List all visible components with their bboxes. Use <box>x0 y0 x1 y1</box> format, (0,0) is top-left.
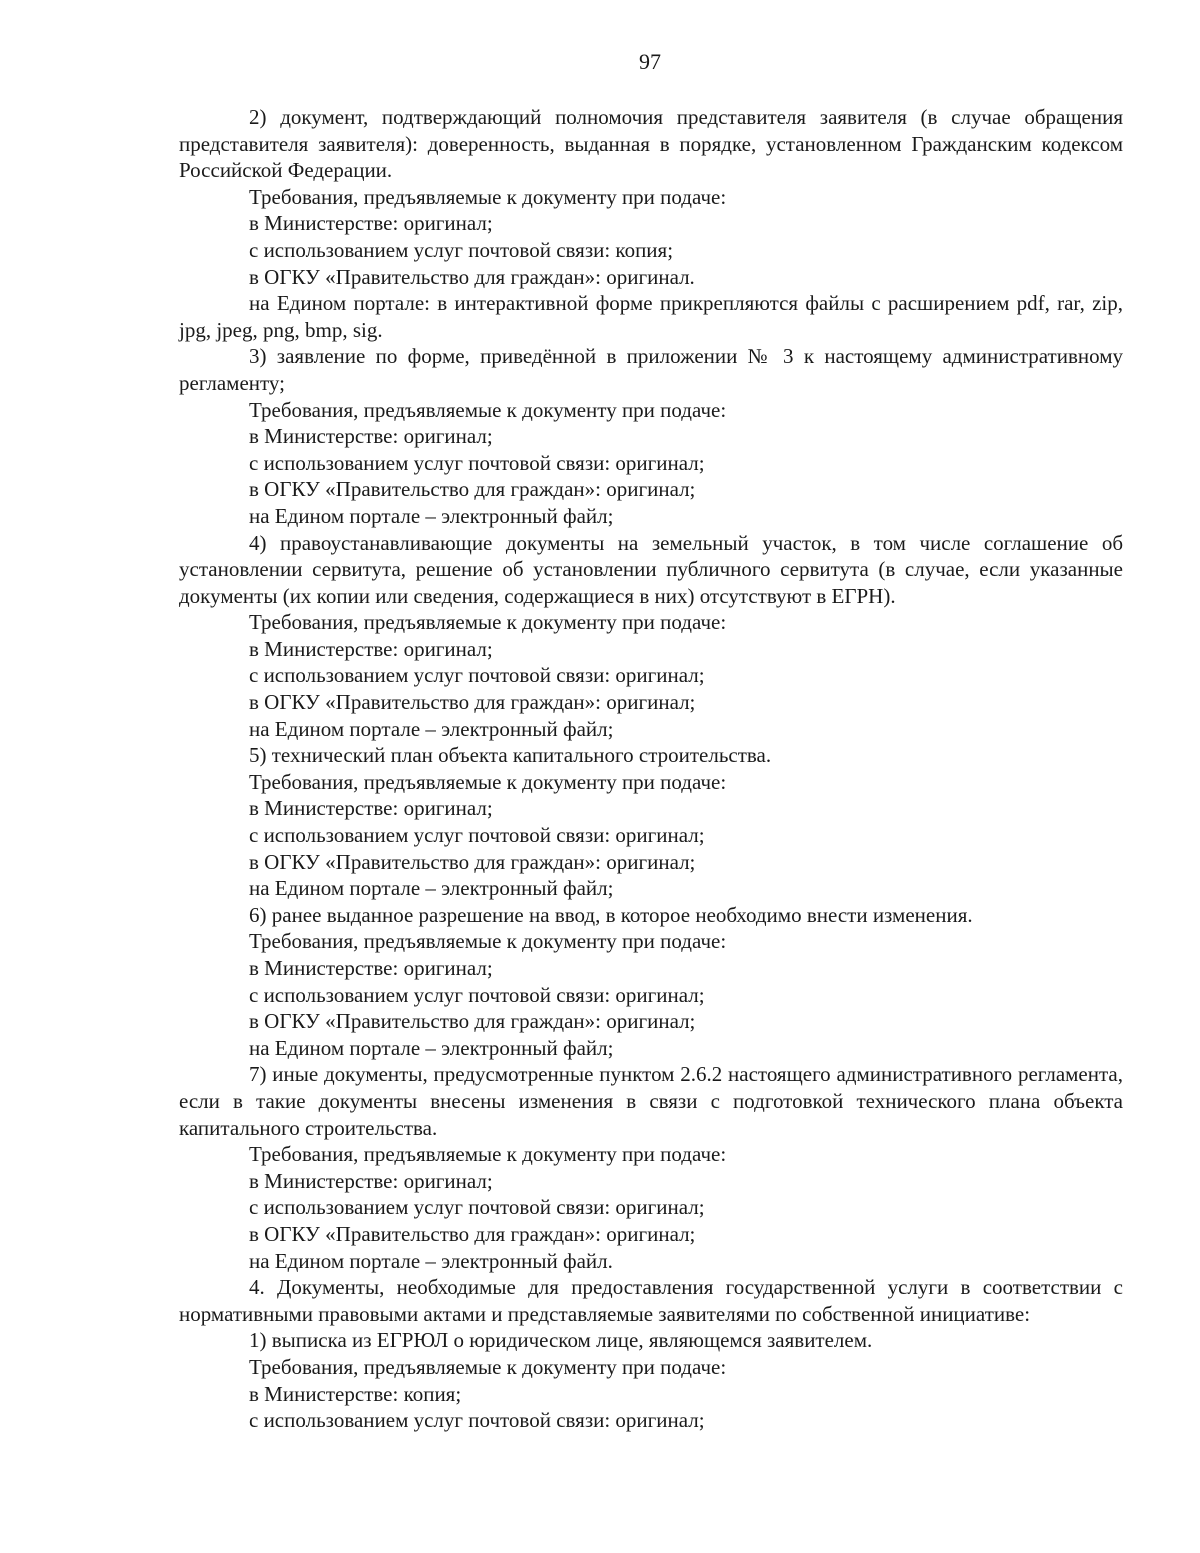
paragraph: 3) заявление по форме, приведённой в приложении № 3 к настоящему административному регламенту; <box>179 344 1123 395</box>
paragraph: в ОГКУ «Правительство для граждан»: оригинал; <box>249 1221 696 1246</box>
paragraph: на Едином портале – электронный файл; <box>249 716 614 741</box>
paragraph: 5) технический план объекта капитального строительства. <box>249 743 772 768</box>
paragraph: в ОГКУ «Правительство для граждан»: оригинал; <box>249 849 696 874</box>
paragraph: Требования, предъявляемые к документу при подаче: <box>249 1354 727 1379</box>
paragraph: 2) документ, подтверждающий полномочия представителя заявителя (в случае обращения представителя заявителя): доверенность, выданная в порядке, установленном Гражданским кодексом Российской Федерации. <box>179 105 1123 183</box>
paragraph: 4) правоустанавливающие документы на земельный участок, в том числе соглашение об установлении сервитута, решение об установлении публичного сервитута (в случае, если указанные документы (их копии или сведения, содержащиеся в них) отсутствуют в ЕГРН). <box>179 530 1123 608</box>
paragraph: с использованием услуг почтовой связи: оригинал; <box>249 1195 705 1220</box>
paragraph: 7) иные документы, предусмотренные пунктом 2.6.2 настоящего административного регламента, если в такие документы внесены изменения в связи с подготовкой технического плана объекта капитального строительства. <box>179 1062 1123 1140</box>
paragraph: в ОГКУ «Правительство для граждан»: оригинал. <box>249 264 695 289</box>
paragraph: Требования, предъявляемые к документу при подаче: <box>249 769 727 794</box>
paragraph: на Едином портале: в интерактивной форме прикрепляются файлы с расширением pdf, rar, zip, jpg, jpeg, png, bmp, sig. <box>179 291 1123 342</box>
paragraph: с использованием услуг почтовой связи: оригинал; <box>249 1408 705 1433</box>
paragraph: в Министерстве: оригинал; <box>249 956 493 980</box>
paragraph: на Едином портале – электронный файл; <box>249 503 614 528</box>
paragraph: с использованием услуг почтовой связи: оригинал; <box>249 823 705 848</box>
document-body <box>179 104 1123 1434</box>
paragraph: в ОГКУ «Правительство для граждан»: оригинал; <box>249 690 696 715</box>
paragraph: с использованием услуг почтовой связи: копия; <box>249 237 674 262</box>
paragraph: в ОГКУ «Правительство для граждан»: оригинал; <box>249 477 696 502</box>
paragraph: на Едином портале – электронный файл; <box>249 1035 614 1060</box>
paragraph: в Министерстве: оригинал; <box>249 796 493 821</box>
paragraph: с использованием услуг почтовой связи: оригинал; <box>249 663 705 688</box>
paragraph: с использованием услуг почтовой связи: оригинал; <box>249 982 705 1007</box>
paragraph: 6) ранее выданное разрешение на ввод, в которое необходимо внести изменения. <box>249 902 973 927</box>
paragraph: на Едином портале – электронный файл. <box>249 1248 613 1273</box>
paragraph: на Едином портале – электронный файл; <box>249 876 614 901</box>
paragraph: 4. Документы, необходимые для предоставления государственной услуги в соответствии с нормативными правовыми актами и представляемые заявителями по собственной инициативе: <box>179 1275 1123 1326</box>
paragraph: Требования, предъявляемые к документу при подаче: <box>249 184 727 209</box>
paragraph: в Министерстве: оригинал; <box>249 424 493 449</box>
paragraph: Требования, предъявляемые к документу при подаче: <box>249 610 727 635</box>
paragraph: Требования, предъявляемые к документу при подаче: <box>249 929 727 954</box>
paragraph: Требования, предъявляемые к документу при подаче: <box>249 397 727 422</box>
paragraph: в Министерстве: оригинал; <box>249 636 493 661</box>
paragraph: 1) выписка из ЕГРЮЛ о юридическом лице, являющемся заявителем. <box>249 1328 873 1353</box>
paragraph: в Министерстве: копия; <box>249 1381 462 1406</box>
paragraph: Требования, предъявляемые к документу при подаче: <box>249 1142 727 1167</box>
paragraph: в Министерстве: оригинал; <box>249 1168 493 1193</box>
paragraph: в ОГКУ «Правительство для граждан»: оригинал; <box>249 1009 696 1034</box>
paragraph: в Министерстве: оригинал; <box>249 211 493 236</box>
paragraph: с использованием услуг почтовой связи: оригинал; <box>249 450 705 475</box>
page-number: 97 <box>639 49 661 74</box>
